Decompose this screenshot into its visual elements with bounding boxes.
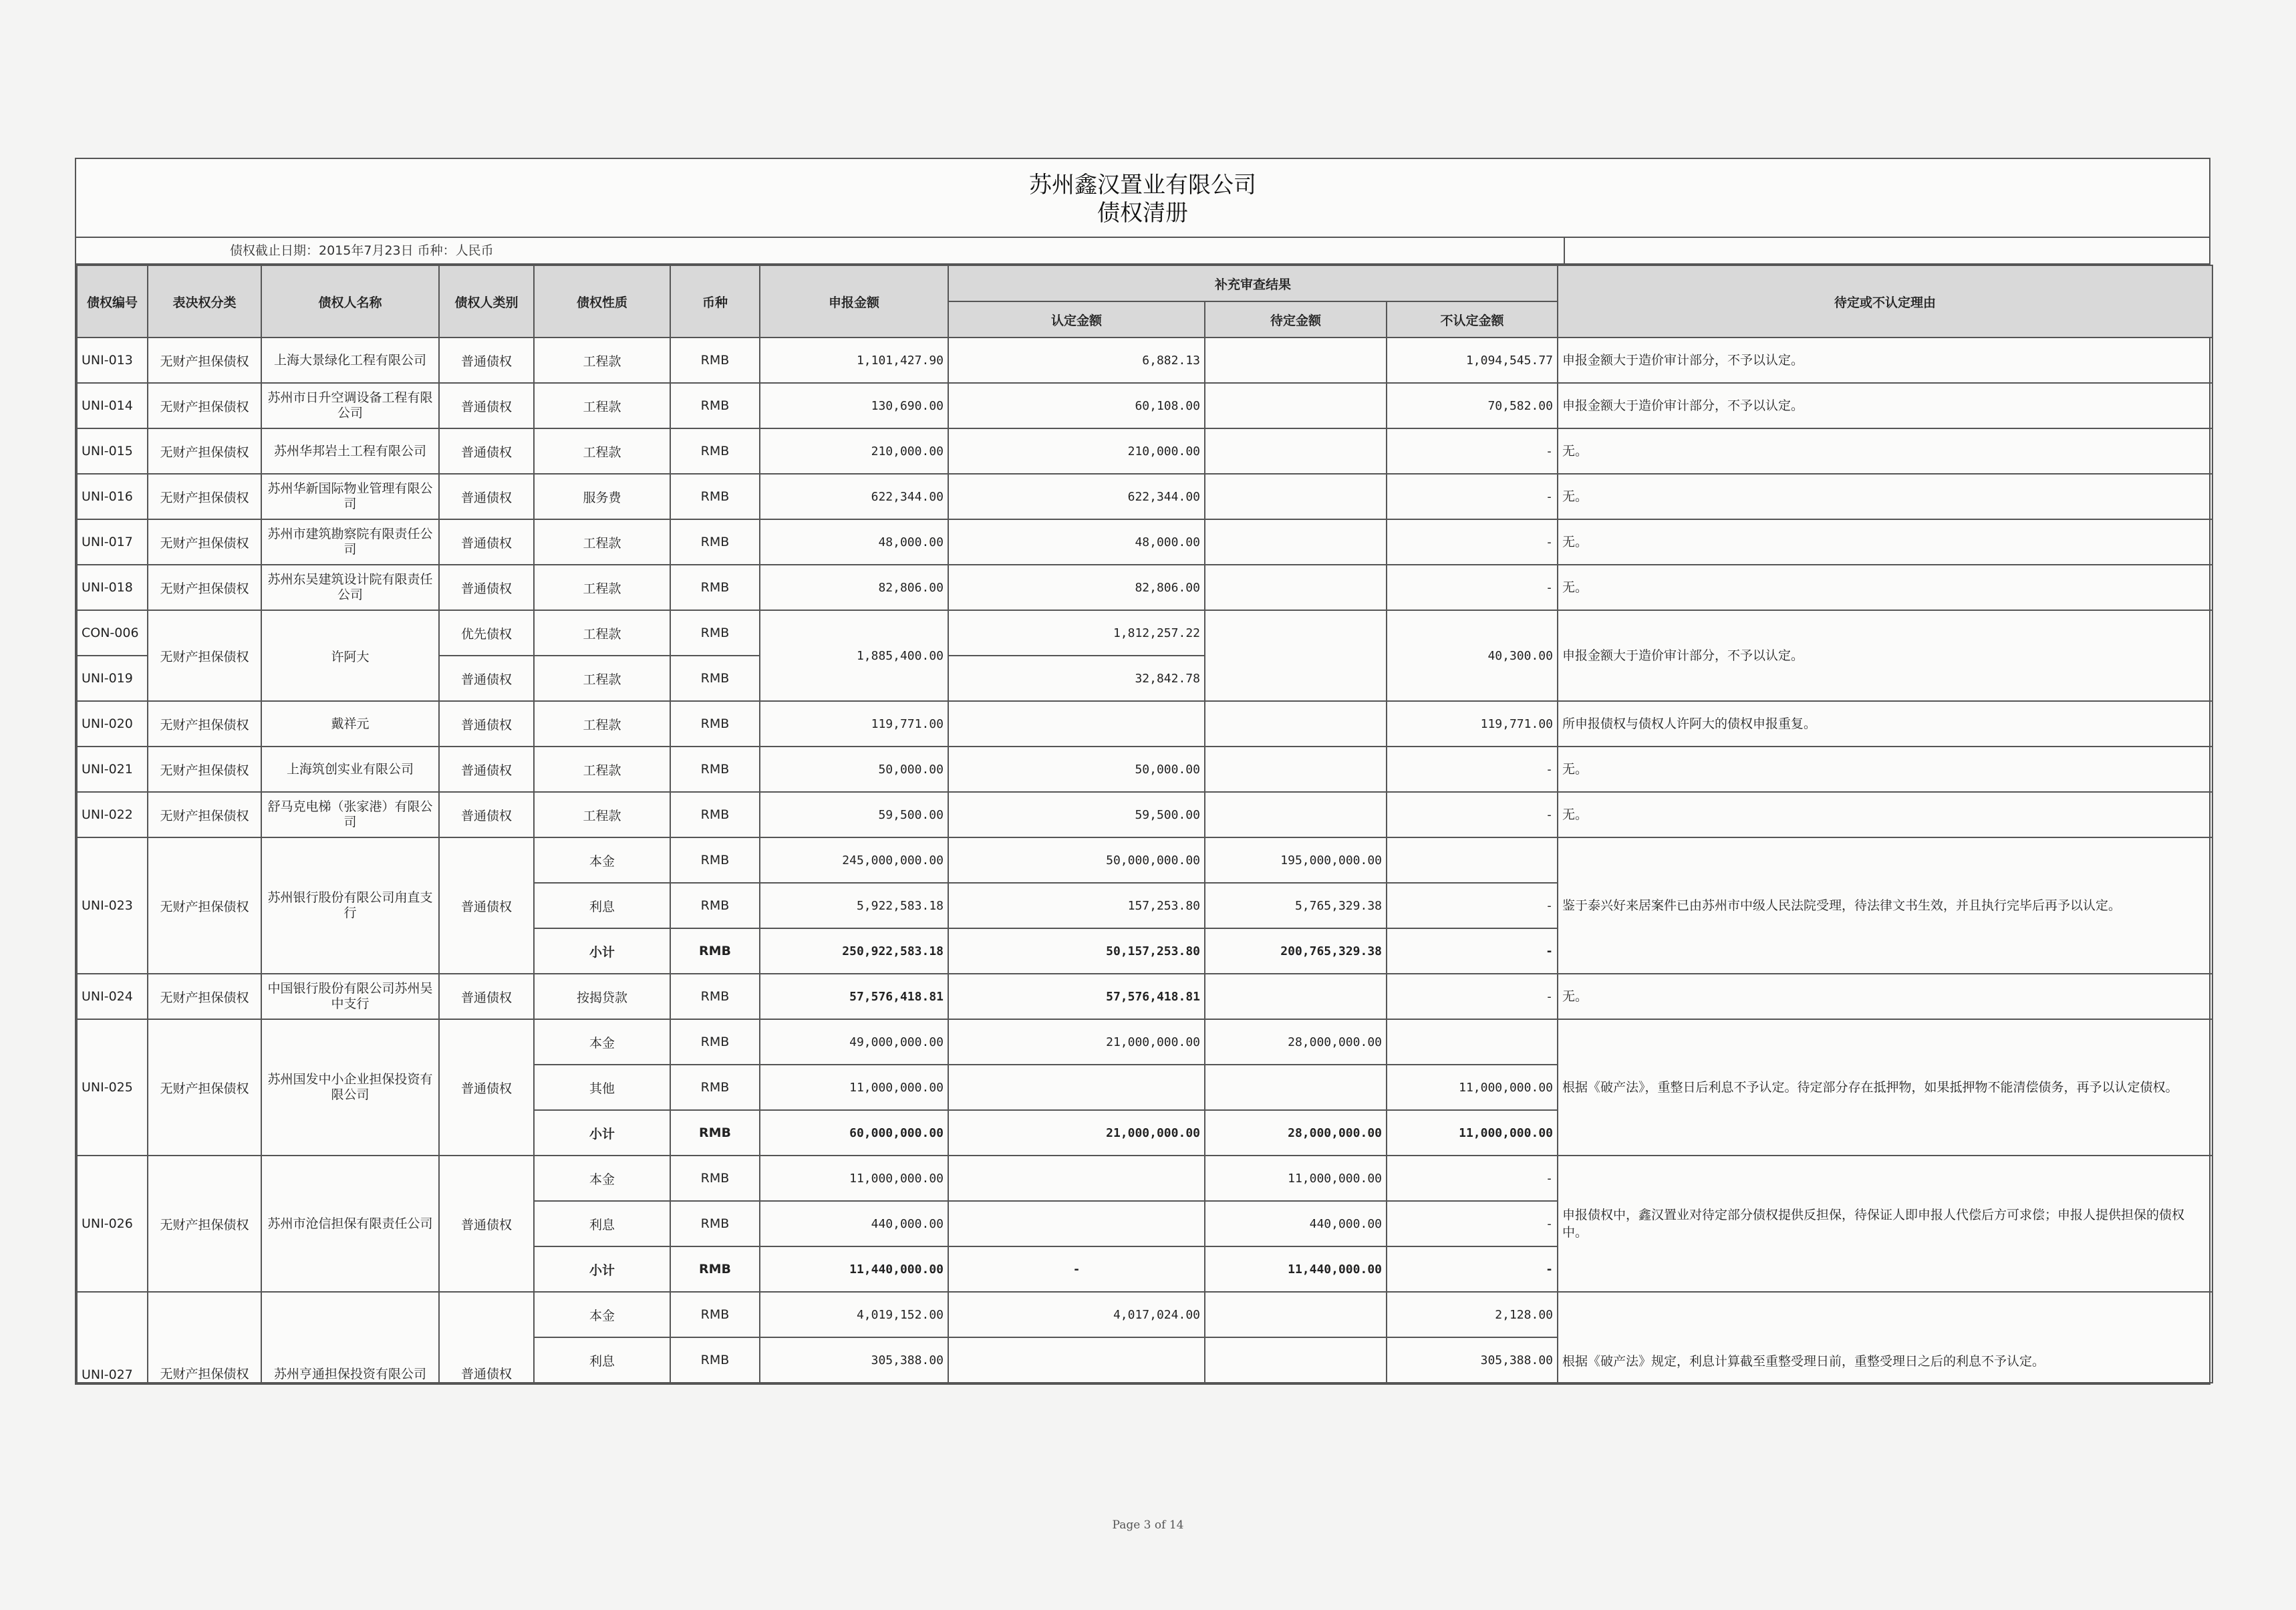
cell-pending: 200,765,329.38 [1205, 928, 1387, 974]
cell-rejected: 305,388.00 [1387, 1337, 1558, 1383]
document-title: 债权清册 [1097, 200, 1188, 227]
cell-pending: 11,440,000.00 [1205, 1246, 1387, 1292]
cell-confirmed: 48,000.00 [948, 519, 1205, 565]
cell-nature: 小计 [534, 1110, 670, 1156]
cell-nature: 利息 [534, 1337, 670, 1383]
cell-nature: 本金 [534, 837, 670, 883]
cell-reason: 根据《破产法》规定，利息计算截至重整受理日前，重整受理日之后的利息不予认定。 [1558, 1292, 2212, 1383]
col-header-id: 债权编号 [77, 265, 148, 338]
col-header-ctype: 债权人类别 [439, 265, 534, 338]
table-row [77, 1156, 2212, 1201]
cell-nature: 利息 [534, 1201, 670, 1246]
cell-reason: 申报债权中，鑫汉置业对待定部分债权提供反担保，待保证人即申报人代偿后方可求偿；申报人提供担保的债权中。 [1558, 1156, 2212, 1292]
cell-currency: RMB [670, 701, 760, 747]
table-row [77, 792, 2212, 837]
cell-confirmed [948, 701, 1205, 747]
cell-id: UNI-017 [77, 519, 148, 565]
cell-nature: 服务费 [534, 474, 670, 519]
cell-class: 无财产担保债权 [148, 837, 261, 974]
cell-currency: RMB [670, 383, 760, 428]
cell-rejected: - [1387, 747, 1558, 792]
cell-class: 无财产担保债权 [148, 1292, 261, 1383]
cell-currency: RMB [670, 1110, 760, 1156]
cell-declared: 119,771.00 [760, 701, 948, 747]
cell-id: UNI-023 [77, 837, 148, 974]
cell-declared: 4,019,152.00 [760, 1292, 948, 1337]
cell-reason: 根据《破产法》，重整日后利息不予认定。待定部分存在抵押物，如果抵押物不能清偿债务，再予以认定债权。 [1558, 1019, 2212, 1156]
cell-nature: 本金 [534, 1019, 670, 1065]
cell-declared: 60,000,000.00 [760, 1110, 948, 1156]
meta-row [76, 238, 2209, 265]
cell-declared: 11,000,000.00 [760, 1156, 948, 1201]
cell-nature: 本金 [534, 1156, 670, 1201]
cell-currency: RMB [670, 656, 760, 701]
cell-id: UNI-020 [77, 701, 148, 747]
col-header-reason: 待定或不认定理由 [1558, 265, 2212, 338]
cell-confirmed: 157,253.80 [948, 883, 1205, 928]
cell-declared: 440,000.00 [760, 1201, 948, 1246]
cell-ctype: 普通债权 [439, 1019, 534, 1156]
cell-ctype: 普通债权 [439, 792, 534, 837]
cell-rejected: - [1387, 474, 1558, 519]
cell-declared: 210,000.00 [760, 428, 948, 474]
cell-class: 无财产担保债权 [148, 1019, 261, 1156]
cell-rejected: - [1387, 519, 1558, 565]
cell-currency: RMB [670, 1065, 760, 1110]
cell-nature: 小计 [534, 1246, 670, 1292]
cell-rejected: 11,000,000.00 [1387, 1110, 1558, 1156]
cell-reason: 鉴于泰兴好来居案件已由苏州市中级人民法院受理，待法律文书生效，并且执行完毕后再予以认定。 [1558, 837, 2212, 974]
cell-currency: RMB [670, 928, 760, 974]
cell-id: UNI-021 [77, 747, 148, 792]
cell-currency: RMB [670, 428, 760, 474]
cell-currency: RMB [670, 1019, 760, 1065]
cell-currency: RMB [670, 747, 760, 792]
cell-confirmed [948, 1156, 1205, 1201]
cell-nature: 工程款 [534, 701, 670, 747]
cell-name: 苏州银行股份有限公司甪直支行 [261, 837, 439, 974]
table-row [77, 338, 2212, 383]
cell-pending [1205, 383, 1387, 428]
cell-nature: 工程款 [534, 792, 670, 837]
cell-id: UNI-018 [77, 565, 148, 610]
cell-ctype: 普通债权 [439, 747, 534, 792]
table-row [77, 428, 2212, 474]
cell-pending [1205, 338, 1387, 383]
cell-id: UNI-022 [77, 792, 148, 837]
cell-class: 无财产担保债权 [148, 701, 261, 747]
title-block [76, 159, 2209, 238]
table-row [77, 519, 2212, 565]
cell-rejected [1387, 1019, 1558, 1065]
cell-name: 苏州华邦岩土工程有限公司 [261, 428, 439, 474]
cell-reason: 申报金额大于造价审计部分，不予以认定。 [1558, 610, 2212, 701]
cell-currency: RMB [670, 883, 760, 928]
cell-ctype: 普通债权 [439, 338, 534, 383]
cell-currency: RMB [670, 1156, 760, 1201]
cell-id: UNI-027 [77, 1292, 148, 1383]
cell-currency: RMB [670, 1201, 760, 1246]
cell-id: UNI-019 [77, 656, 148, 701]
cell-currency: RMB [670, 1337, 760, 1383]
cell-class: 无财产担保债权 [148, 474, 261, 519]
cell-declared: 11,440,000.00 [760, 1246, 948, 1292]
cell-rejected: 70,582.00 [1387, 383, 1558, 428]
cell-ctype: 普通债权 [439, 1292, 534, 1383]
cell-pending [1205, 1292, 1387, 1337]
col-header-currency: 币种 [670, 265, 760, 338]
cell-nature: 工程款 [534, 747, 670, 792]
cell-nature: 本金 [534, 1292, 670, 1337]
cell-reason: 无。 [1558, 565, 2212, 610]
cell-rejected [1387, 837, 1558, 883]
cell-confirmed: 82,806.00 [948, 565, 1205, 610]
cell-pending [1205, 792, 1387, 837]
cell-pending [1205, 701, 1387, 747]
table-row [77, 974, 2212, 1019]
table-row [77, 474, 2212, 519]
cell-nature: 工程款 [534, 428, 670, 474]
cell-declared: 57,576,418.81 [760, 974, 948, 1019]
cell-reason: 无。 [1558, 747, 2212, 792]
col-header-confirmed: 认定金额 [948, 301, 1205, 338]
table-row [77, 383, 2212, 428]
cell-reason: 所申报债权与债权人许阿大的债权申报重复。 [1558, 701, 2212, 747]
col-header-nature: 债权性质 [534, 265, 670, 338]
cell-reason: 申报金额大于造价审计部分，不予以认定。 [1558, 383, 2212, 428]
cell-name: 苏州国发中小企业担保投资有限公司 [261, 1019, 439, 1156]
cell-currency: RMB [670, 1292, 760, 1337]
cell-ctype: 普通债权 [439, 474, 534, 519]
cell-pending [1205, 1337, 1387, 1383]
cell-pending [1205, 519, 1387, 565]
cell-reason: 无。 [1558, 428, 2212, 474]
cell-declared: 48,000.00 [760, 519, 948, 565]
cell-declared: 622,344.00 [760, 474, 948, 519]
company-title: 苏州鑫汉置业有限公司 [1029, 172, 1256, 198]
cell-declared: 1,101,427.90 [760, 338, 948, 383]
cell-confirmed: 50,157,253.80 [948, 928, 1205, 974]
cell-rejected: - [1387, 883, 1558, 928]
cell-reason: 申报金额大于造价审计部分，不予以认定。 [1558, 338, 2212, 383]
cell-rejected: - [1387, 1201, 1558, 1246]
cell-rejected: - [1387, 928, 1558, 974]
cell-confirmed [948, 1201, 1205, 1246]
cell-confirmed [948, 1337, 1205, 1383]
cell-reason: 无。 [1558, 974, 2212, 1019]
cell-currency: RMB [670, 1246, 760, 1292]
cell-pending [1205, 474, 1387, 519]
cell-id: UNI-015 [77, 428, 148, 474]
cell-nature: 工程款 [534, 656, 670, 701]
cell-declared: 49,000,000.00 [760, 1019, 948, 1065]
cell-currency: RMB [670, 565, 760, 610]
cell-ctype: 普通债权 [439, 701, 534, 747]
cell-id: UNI-026 [77, 1156, 148, 1292]
page-number: Page 3 of 14 [1112, 1518, 1184, 1532]
cell-confirmed [948, 1065, 1205, 1110]
cell-reason: 无。 [1558, 519, 2212, 565]
cell-name: 许阿大 [261, 610, 439, 701]
cell-confirmed: 32,842.78 [948, 656, 1205, 701]
cell-pending [1205, 1065, 1387, 1110]
cell-declared: 245,000,000.00 [760, 837, 948, 883]
cell-ctype: 普通债权 [439, 565, 534, 610]
cell-rejected: - [1387, 428, 1558, 474]
cell-confirmed: 50,000.00 [948, 747, 1205, 792]
cell-currency: RMB [670, 792, 760, 837]
cell-rejected: - [1387, 974, 1558, 1019]
cell-confirmed: 60,108.00 [948, 383, 1205, 428]
cell-id: CON-006 [77, 610, 148, 656]
cell-nature: 小计 [534, 928, 670, 974]
cell-confirmed: 4,017,024.00 [948, 1292, 1205, 1337]
cell-confirmed: 1,812,257.22 [948, 610, 1205, 656]
cell-ctype: 普通债权 [439, 837, 534, 974]
cell-declared: 305,388.00 [760, 1337, 948, 1383]
cell-confirmed: 57,576,418.81 [948, 974, 1205, 1019]
cell-class: 无财产担保债权 [148, 428, 261, 474]
cell-class: 无财产担保债权 [148, 1156, 261, 1292]
cell-declared: 11,000,000.00 [760, 1065, 948, 1110]
cell-confirmed: 21,000,000.00 [948, 1110, 1205, 1156]
cell-ctype: 普通债权 [439, 428, 534, 474]
cell-ctype: 普通债权 [439, 1156, 534, 1292]
cell-ctype: 普通债权 [439, 383, 534, 428]
cell-id: UNI-014 [77, 383, 148, 428]
cell-rejected: 40,300.00 [1387, 610, 1558, 701]
cell-rejected: 11,000,000.00 [1387, 1065, 1558, 1110]
cell-rejected: - [1387, 1156, 1558, 1201]
cell-confirmed: 210,000.00 [948, 428, 1205, 474]
creditor-table [76, 265, 2213, 1383]
cell-confirmed: 6,882.13 [948, 338, 1205, 383]
cell-name: 中国银行股份有限公司苏州吴中支行 [261, 974, 439, 1019]
col-header-rejected: 不认定金额 [1387, 301, 1558, 338]
table-row [77, 1292, 2212, 1337]
table-row [77, 610, 2212, 656]
cell-class: 无财产担保债权 [148, 792, 261, 837]
cell-id: UNI-013 [77, 338, 148, 383]
cell-currency: RMB [670, 974, 760, 1019]
cell-nature: 工程款 [534, 610, 670, 656]
col-header-declared: 申报金额 [760, 265, 948, 338]
cell-nature: 工程款 [534, 383, 670, 428]
cell-pending: 28,000,000.00 [1205, 1019, 1387, 1065]
cell-name: 上海筑创实业有限公司 [261, 747, 439, 792]
header-row-1 [77, 265, 2212, 301]
cell-declared: 130,690.00 [760, 383, 948, 428]
creditor-register-sheet [75, 158, 2210, 1385]
cell-class: 无财产担保债权 [148, 383, 261, 428]
cell-currency: RMB [670, 474, 760, 519]
col-header-class: 表决权分类 [148, 265, 261, 338]
cell-currency: RMB [670, 837, 760, 883]
cell-rejected: - [1387, 1246, 1558, 1292]
cell-name: 苏州东吴建筑设计院有限责任公司 [261, 565, 439, 610]
cell-rejected: 2,128.00 [1387, 1292, 1558, 1337]
cell-declared: 1,885,400.00 [760, 610, 948, 701]
cell-nature: 工程款 [534, 565, 670, 610]
cell-nature: 按揭贷款 [534, 974, 670, 1019]
cell-nature: 利息 [534, 883, 670, 928]
cell-confirmed: 50,000,000.00 [948, 837, 1205, 883]
cell-class: 无财产担保债权 [148, 565, 261, 610]
cell-declared: 50,000.00 [760, 747, 948, 792]
cell-currency: RMB [670, 519, 760, 565]
cell-confirmed: 622,344.00 [948, 474, 1205, 519]
cell-currency: RMB [670, 610, 760, 656]
table-row [77, 1019, 2212, 1065]
cell-class: 无财产担保债权 [148, 610, 261, 701]
col-header-name: 债权人名称 [261, 265, 439, 338]
cell-rejected: 119,771.00 [1387, 701, 1558, 747]
cell-name: 上海大景绿化工程有限公司 [261, 338, 439, 383]
cell-name: 苏州华新国际物业管理有限公司 [261, 474, 439, 519]
cell-nature: 工程款 [534, 338, 670, 383]
cell-pending: 440,000.00 [1205, 1201, 1387, 1246]
cell-class: 无财产担保债权 [148, 974, 261, 1019]
cell-id: UNI-024 [77, 974, 148, 1019]
cell-pending: 11,000,000.00 [1205, 1156, 1387, 1201]
cell-rejected: - [1387, 565, 1558, 610]
cell-pending [1205, 610, 1387, 701]
cell-ctype: 优先债权 [439, 610, 534, 656]
cell-nature: 工程款 [534, 519, 670, 565]
cell-rejected: 1,094,545.77 [1387, 338, 1558, 383]
table-row [77, 565, 2212, 610]
cell-rejected: - [1387, 792, 1558, 837]
cell-class: 无财产担保债权 [148, 338, 261, 383]
cell-declared: 250,922,583.18 [760, 928, 948, 974]
cell-pending: 28,000,000.00 [1205, 1110, 1387, 1156]
cell-name: 苏州市日升空调设备工程有限公司 [261, 383, 439, 428]
cell-class: 无财产担保债权 [148, 519, 261, 565]
cell-id: UNI-016 [77, 474, 148, 519]
cell-name: 苏州市建筑勘察院有限责任公司 [261, 519, 439, 565]
cutoff-date-and-currency: 债权截止日期：2015年7月23日 币种：人民币 [76, 238, 1565, 263]
cell-name: 舒马克电梯（张家港）有限公司 [261, 792, 439, 837]
col-header-pending: 待定金额 [1205, 301, 1387, 338]
cell-declared: 5,922,583.18 [760, 883, 948, 928]
cell-pending [1205, 974, 1387, 1019]
cell-ctype: 普通债权 [439, 656, 534, 701]
cell-name: 苏州市沧信担保有限责任公司 [261, 1156, 439, 1292]
cell-class: 无财产担保债权 [148, 747, 261, 792]
cell-pending [1205, 747, 1387, 792]
cell-name: 戴祥元 [261, 701, 439, 747]
cell-pending [1205, 565, 1387, 610]
cell-pending: 195,000,000.00 [1205, 837, 1387, 883]
cell-confirmed: 21,000,000.00 [948, 1019, 1205, 1065]
cell-reason: 无。 [1558, 474, 2212, 519]
cell-declared: 82,806.00 [760, 565, 948, 610]
cell-pending [1205, 428, 1387, 474]
cell-confirmed: - [948, 1246, 1205, 1292]
col-header-review: 补充审查结果 [948, 265, 1558, 301]
cell-ctype: 普通债权 [439, 519, 534, 565]
cell-name: 苏州亨通担保投资有限公司 [261, 1292, 439, 1383]
cell-ctype: 普通债权 [439, 974, 534, 1019]
cell-declared: 59,500.00 [760, 792, 948, 837]
table-row [77, 747, 2212, 792]
cell-confirmed: 59,500.00 [948, 792, 1205, 837]
table-row [77, 837, 2212, 883]
cell-id: UNI-025 [77, 1019, 148, 1156]
cell-pending: 5,765,329.38 [1205, 883, 1387, 928]
cell-reason: 无。 [1558, 792, 2212, 837]
table-row [77, 701, 2212, 747]
cell-nature: 其他 [534, 1065, 670, 1110]
cell-currency: RMB [670, 338, 760, 383]
